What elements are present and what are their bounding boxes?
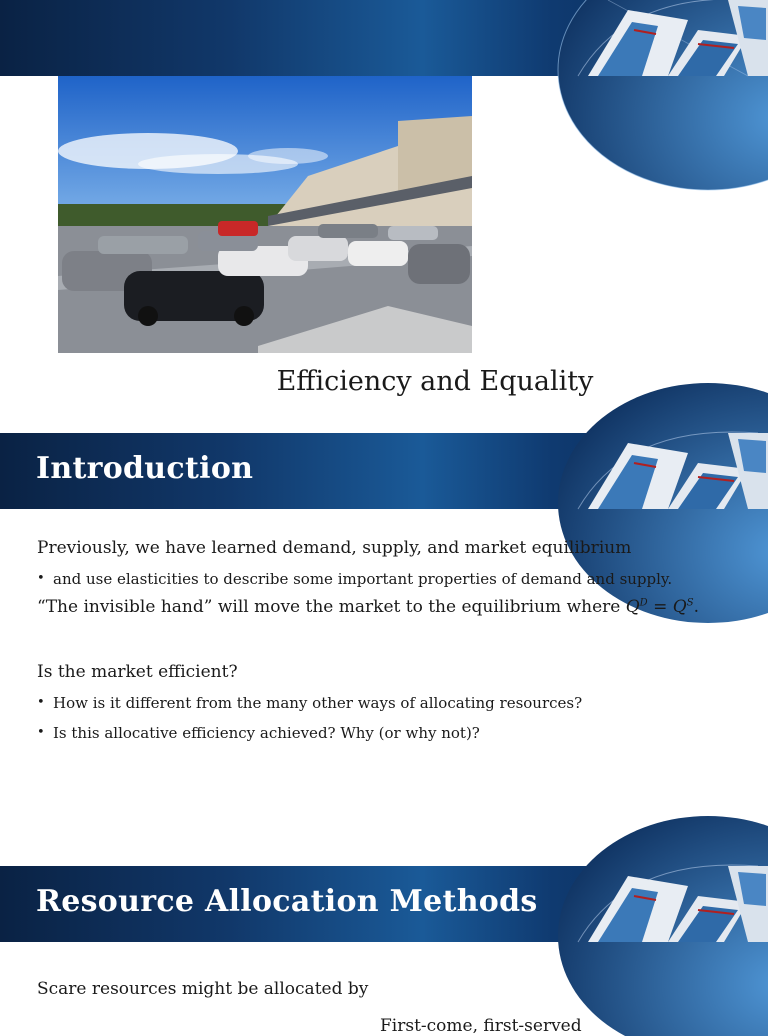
bullet-item: • Is this allocative efficiency achieved? Why (or why not)? bbox=[37, 724, 480, 742]
equilibrium-line: “The invisible hand” will move the market to the equilibrium where $Q^D = Q^S$. bbox=[37, 597, 699, 617]
slide-heading: Resource Allocation Methods bbox=[36, 884, 538, 919]
building-globe-graphic bbox=[548, 0, 768, 76]
allocation-method-partial: First-come, first-served bbox=[380, 1016, 582, 1036]
slide-banner bbox=[0, 0, 768, 76]
equilibrium-text: “The invisible hand” will move the market to the equilibrium where bbox=[37, 597, 626, 617]
title-slide bbox=[0, 0, 768, 430]
slide-heading: Introduction bbox=[36, 451, 254, 486]
allocation-intro-line: Scare resources might be allocated by bbox=[37, 979, 369, 999]
slide-banner bbox=[0, 866, 768, 942]
intro-line: Previously, we have learned demand, supply, and market equilibrium bbox=[37, 538, 632, 558]
question-line: Is the market efficient? bbox=[37, 662, 238, 682]
parking-lot-photo bbox=[58, 76, 472, 353]
quantity-supplied: $Q^S$ bbox=[672, 597, 694, 617]
presentation-title: Efficiency and Equality bbox=[276, 366, 594, 397]
resource-allocation-slide bbox=[0, 866, 768, 1036]
bullet-item: • How is it different from the many other ways of allocating resources? bbox=[37, 694, 582, 712]
slide-banner bbox=[0, 433, 768, 509]
building-globe-graphic bbox=[548, 433, 768, 509]
equals-sign: = bbox=[647, 597, 673, 617]
introduction-slide bbox=[0, 433, 768, 865]
quantity-demanded: $Q^D$ bbox=[625, 597, 648, 617]
building-globe-graphic bbox=[548, 866, 768, 942]
bullet-item: • and use elasticities to describe some important properties of demand and supply. bbox=[37, 570, 672, 588]
